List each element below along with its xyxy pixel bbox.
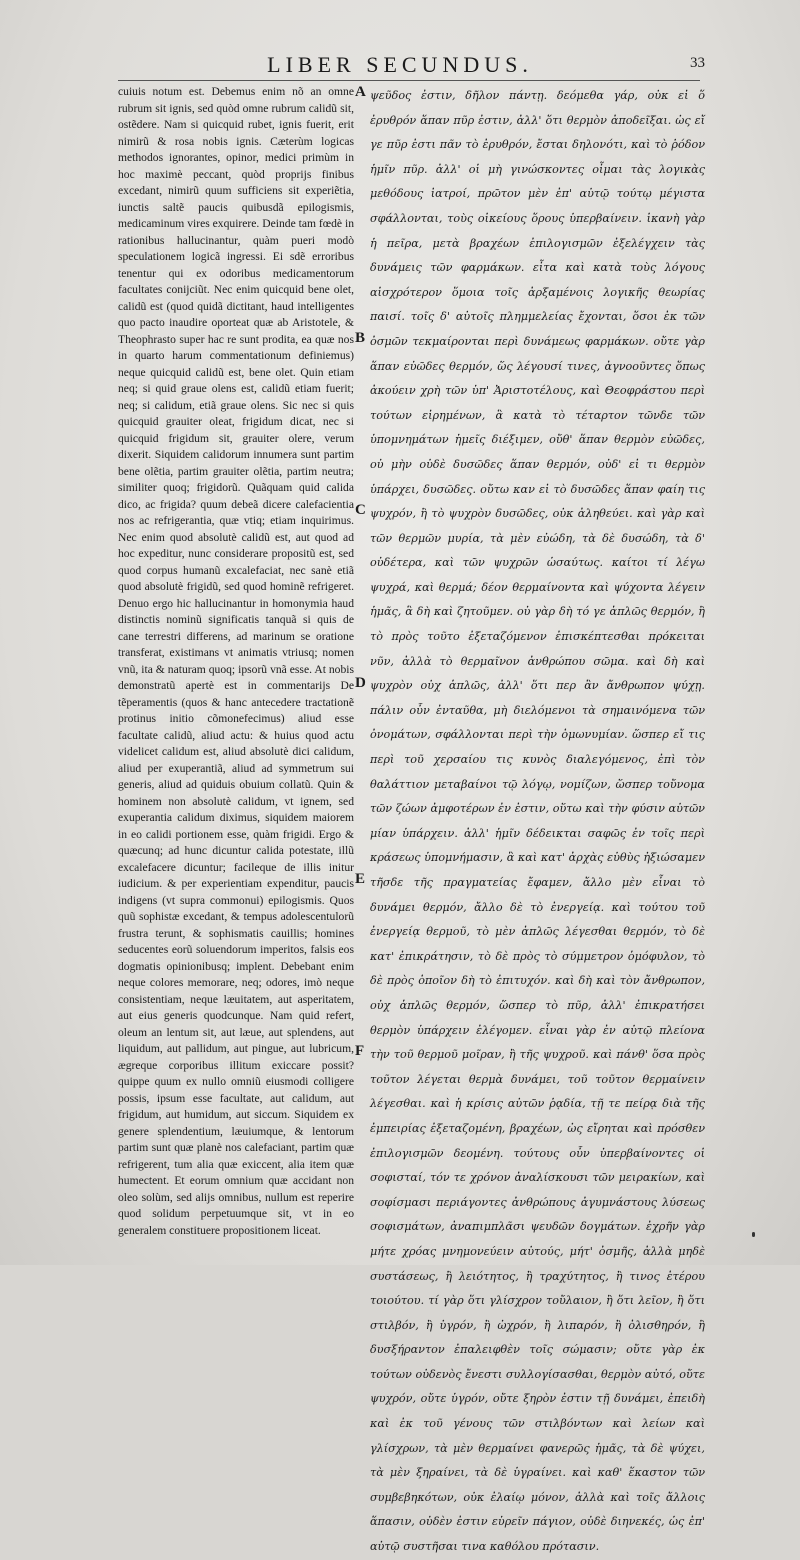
ink-speck bbox=[752, 1232, 755, 1237]
margin-letter-b: B bbox=[355, 330, 366, 346]
latin-column bbox=[118, 84, 354, 1239]
margin-letter-a: A bbox=[355, 84, 366, 100]
margin-letter-d: D bbox=[355, 675, 366, 691]
greek-paragraph: ψεῦδος ἐστιν, δῆλον πάντῃ. δεόμεθα γάρ, οὐκ εἰ ὅ ἐρυθρόν ἅπαν πῦρ ἐστιν, ἀλλ' ὅτι θερμὸν ἀποδεῖξαι. ὡς εἴ γε πῦρ ἐστι πᾶν τὸ ἐρυθρόν, ἔσται δηλονότι, καὶ τὸ ῥόδον ἡμῖν πῦρ. ἀλλ' οἱ μὴ γινώσκοντες οἶμαι τὰς λογικὰς μεθόδους ἰατροί, πρῶτον μὲν ἐπ' αὐτῷ τούτῳ μέγιστα σφάλλονται, τοὺς οἰκείους ὅρους ὑπερβαίνειν. ἱκανὴ γὰρ ἡ πεῖρα, μετὰ βραχέων ἐπιλογισμῶν ἐξελέγχειν τὰς δυνάμεις τῶν φαρμάκων. εἶτα καὶ κατὰ τοὺς λόγους αἰσχρότερον ὅμοια τοῖς ἀρξαμένοις λογικῆς θεωρίας παισί. τοῖς δ' αὐτοῖς πλημμελείας ἔχονται, ὅσοι ἐκ τῶν ὀσμῶν τεκμαίρονται περὶ δυνάμεως φαρμάκων. οὔτε γὰρ ἅπαν εὐῶδες θερμόν, ὥς λέγουσί τινες, ἀγνοοῦντες ὅπως ἀκούειν χρὴ τῶν ὑπ' Ἀριστοτέλους, καὶ Θεοφράστου περὶ τούτων εἰρημένων, ἃ κατὰ τὸ τέταρτον τῶνδε τῶν ὑπομνημάτων ἡμεῖς διέξιμεν, οὔθ' ἅπαν θερμὸν εὐῶδες, οὐ μὴν οὐδὲ δυσῶδες ἅπαν θερμόν, οὐδ' εἰ τι θερμὸν ὑπάρχει, δυσῶδες. οὔτω καν εἰ τὸ δυσῶδες ἅπαν φαίη τις ψυχρόν, ἢ τὸ ψυχρὸν δυσῶδες, οὐκ ἀληθεύει. καὶ γὰρ καὶ τῶν θερμῶν μυρία, τὰ μὲν εὐώδη, τὰ δὲ δυσώδη, τὰ δ' οὐδέτερα, καὶ τῶν ψυχρῶν ὡσαύτως. καίτοι τί λέγω ψυχρά, καὶ θερμά; δέον θερμαίνοντα καὶ ψύχοντα λέγειν ἡμᾶς, ἃ δὴ καὶ ζητοῦμεν. οὐ γὰρ δὴ τό γε ἁπλῶς θερμόν, ἢ τὸ πρὸς τοῦτο ἐξεταζόμενον ἐπισκέπτεσθαι πρόκειται νῦν, ἀλλὰ τὸ θερμαῖνον ἀνθρώπου σῶμα. καὶ δὴ καὶ ψυχρὸν οὐχ ἁπλῶς, ἀλλ' ὅτι περ ἂν ἄνθρωπον ψύχῃ. πάλιν οὖν ἐνταῦθα, μὴ διελόμενοι τὰ σημαινόμενα τῶν ὀνομάτων, σφάλλονται περὶ τὴν ὁμωνυμίαν. ὥσπερ εἴ τις περὶ τοῦ χερσαίου τις κυνὸς διαλεγόμενος, ἐπὶ τὸν θαλάττιον μεταβαίνοι τῷ λόγῳ, νομίζων, ὥσπερ τοὔνομα τῶν ζώων ἀμφοτέρων ἐν ἐστιν, οὕτω καὶ τὴν φύσιν αὐτῶν μίαν ὑπάρχειν. ἀλλ' ἡμῖν δέδεικται σαφῶς ἐν τοῖς περὶ κράσεως ὑπομνήμασιν, ἃ καὶ κατ' ἀρχὰς εὐθὺς ἠξιώσαμεν τῆσδε τῆς πραγματείας ἔφαμεν, ἄλλο μὲν εἶναι τὸ δυνάμει θερμόν, ἄλλο δὲ τὸ ἐνεργείᾳ. καὶ τούτου τοῦ ἐνεργείᾳ θερμοῦ, τὸ μὲν ἁπλῶς λέγεσθαι θερμόν, τὸ δὲ κατ' ἐπικράτησιν, τὸ δὲ πρὸς τὸ σύμμετρον ὁμόφυλον, τὸ δὲ πρὸς ὁποῖον δὴ τὸ ἐπιτυχόν. καὶ δὴ καὶ τὸν ἄνθρωπον, οὐχ ἁπλῶς θερμόν, ὥσπερ τὸ πῦρ, ἀλλ' ἐπικρατήσει θερμὸν ὑπάρχειν ἐλέγομεν. εἶναι γὰρ ἐν αὐτῷ πλείονα τὴν τοῦ θερμοῦ μοῖραν, ἢ τῆς ψυχροῦ. καὶ πάνθ' ὅσα πρὸς τοῦτον λέγεται θερμὰ δυνάμει, τοῦ τοῦτον θερμαίνειν λέγεσθαι. καὶ ἡ κρίσις αὐτῶν ῥᾳδία, τῇ τε πείρᾳ διὰ τῆς ἐμπειρίας ἐξεταζομένη, βραχέων, ὡς εἴρηται καὶ πρόσθεν ἐπιλογισμῶν δεομένη. τούτους οὖν ὑπερβαίνοντες οἱ σοφισταί, τόν τε χρόνον ἀναλίσκουσι τῶν μειρακίων, καὶ σοφίσμασι περιάγοντες ἀνθρώπους ἀγυμνάστους λύσεως σοφισμάτων, ἀναπιμπλᾶσι ψευδῶν δογμάτων. ἐχρῆν γὰρ μήτε χρόας μνημονεύειν αὐτούς, μήτ' ὀσμῆς, ἀλλὰ μηδὲ συστάσεως, ἢ λειότητος, ἢ τραχύτητος, ἢ τινος ἑτέρου τοιούτου. τί γὰρ ὅτι γλίσχρον τοὔλαιον, ἢ ὅτι λεῖον, ἢ ὅτι στιλβόν, ἢ ὑγρόν, ἢ ὠχρόν, ἢ λιπαρόν, ἢ ὀλισθηρόν, ἢ δυσξήραντον ἐπαλειφθὲν τοῖς σώμασιν; οὔτε γὰρ ἐκ τούτων οὐδενὸς ἔνεστι συλλογίσασθαι, θερμὸν αὐτό, οὔτε ψυχρόν, οὔτε ὑγρόν, οὔτε ξηρὸν ἐστιν τῇ δυνάμει, ἐπειδὴ καὶ ἐκ τοῦ γένους τῶν στιλβόντων καὶ λείων καὶ γλίσχρων, τὰ μὲν θερμαίνει φανερῶς ἡμᾶς, τὰ δὲ ψύχει, τὰ μὲν ξηραίνει, τὰ δὲ ὑγραίνει. καὶ καθ' ἕκαστον τῶν συμβεβηκότων, οὐκ ἐλαίῳ μόνον, ἀλλὰ καὶ τοῖς ἄλλοις ἅπασιν, οὐδὲν ἐστιν εὑρεῖν πάγιον, οὐδὲ διηνεκές, ὡς ἐπ' αὐτῷ συστῆσαι τινα καθόλου πρότασιν. bbox=[370, 89, 705, 1554]
greek-column bbox=[370, 84, 705, 1560]
latin-paragraph: cuiuis notum est. Debemus enim nõ an omne rubrum sit ignis, sed quòd omne rubrum calidũ sit, ostẽdere. Nam si quicquid rubet, ignis fuerit, erit nimirũ & rosa nobis ignis. Cæterùm logicas methodos ignorantes, opinor, medici primùm in hoc maximè peccant, quòd proprijs finibus excedant, nimirũ quum sufficiens sit experiẽtia, iunctis saltẽ paucis quibusdã epilogismis, medicaminum vires exquirere. Deinde tam fœdè in rationibus hallucinantur, quàm pueri modò speculationem logicã ingressi. Ei sdẽ erroribus tenentur qui ex odoribus medicamentorum facultates conijciũt. Nec enim quicquid bene olet, calidũ est (quod quidã dictitant, haud intelligentes quo pacto inaudire oporteat quæ ab Aristotele, & Theophrasto super hac re sunt prodita, ea quæ nos in quarto harum commentationum definiemus) neque quicquid calidũ est, bene olet. Quin etiam neq; si quid graue olens est, calidũ etiam fuerit; neq; si calidum, etiã graue olens. Sic nec si quis quicquid grauiter oleat, frigidum dicat, nec si quicquid frigidum sit, grauiter olere, verum dixerit. Siquidem calidorum innumera sunt partim bene olẽtia, partim grauiter olẽtia, partim neutra; similiter quoq; frigidorũ. Quãquam quid calida dico, ac frigida? quum debeã dicere calefacientia nos ac refrigerantia, quæ vtiq; etiam inquirimus. Nec enim quod absolutè calidũ est, aut quod ad hoc expeditur, nunc considerare propositũ est, sed quod corpus humanũ excalefaciat, nec sanè etiã quod absolutè frigidũ, sed quod hominẽ refrigeret. Denuo ergo hic hallucinantur in homonymia haud distinctis nominũ significatis tanquã si quis de cane terrestri differens, ad marinum se oratione transferat, existimans vt animatis vtriusq; nomen vnũ, ita & naturam quoq; ipsorũ vnã esse. At nobis demonstratũ apertè est in commentarijs De tẽperamentis (quos & hanc antecedere tractationẽ protinus initio cõmonefecimus) aliud esse facultate calidũ, aliud actu: & huius quod actu videlicet calidum est, aliud absolutè dici calidum, aliud per exuperantiã, aliud ad symmetrum sui generis, aliud ad quiduis obuium collatũ. Quin & hominem non absolutè calidum, vt ignem, sed exuperantia calidum diximus, siquidem maiorem in eo calidi portionem esse, quàm frigidi. Ergo & quæcunq; ad hunc dicuntur calida potestate, illũ excalefacere dicuntur; facileque de illis initur iudicium. & per experientiam expenditur, paucis indigens (vt supra commonui) epilogismis. Quos quũ sophistæ excedant, & tempus adolescentulorũ frustra terunt, & sophismatis cauillis; homines seducentes eorũ soluendorum imperitos, falsis eos dogmatis opinionibusq; implent. Debebant enim neque colores memorare, neq; odores, imò neque consistentiam, neque læuitatem, aut asperitatem, aut eius generis quodcunque. Nam quid refert, oleum an lentum sit, aut læue, aut splendens, aut liquidum, aut pallidum, aut pingue, aut lubricum, ægreque corporibus illitum exiccare possit? quippe quum ex nullo omniũ eiusmodi colligere possis, ipsum esse facultate, aut calidum, aut frigidum, aut humidum, aut siccum. Siquidem ex genere splendentium, læuiumque, & lentorum partim sunt quæ planè nos calefaciant, partim quæ refrigerent, tum alia quæ exiccent, alia item quæ humectent. Et eorum omnium quæ accidant non oleo solùm, sed alijs omnibus, nullum est reperire quod solidum perpetuumque sit, vt in eo generalem constituere propositionem liceat. bbox=[118, 85, 354, 1237]
running-header-title: LIBER SECUNDUS. bbox=[267, 52, 533, 77]
margin-letter-e: E bbox=[355, 871, 366, 887]
margin-letter-c: C bbox=[355, 502, 366, 518]
margin-letter-f: F bbox=[355, 1043, 365, 1059]
header-rule bbox=[118, 80, 700, 81]
page-number: 33 bbox=[690, 55, 705, 71]
